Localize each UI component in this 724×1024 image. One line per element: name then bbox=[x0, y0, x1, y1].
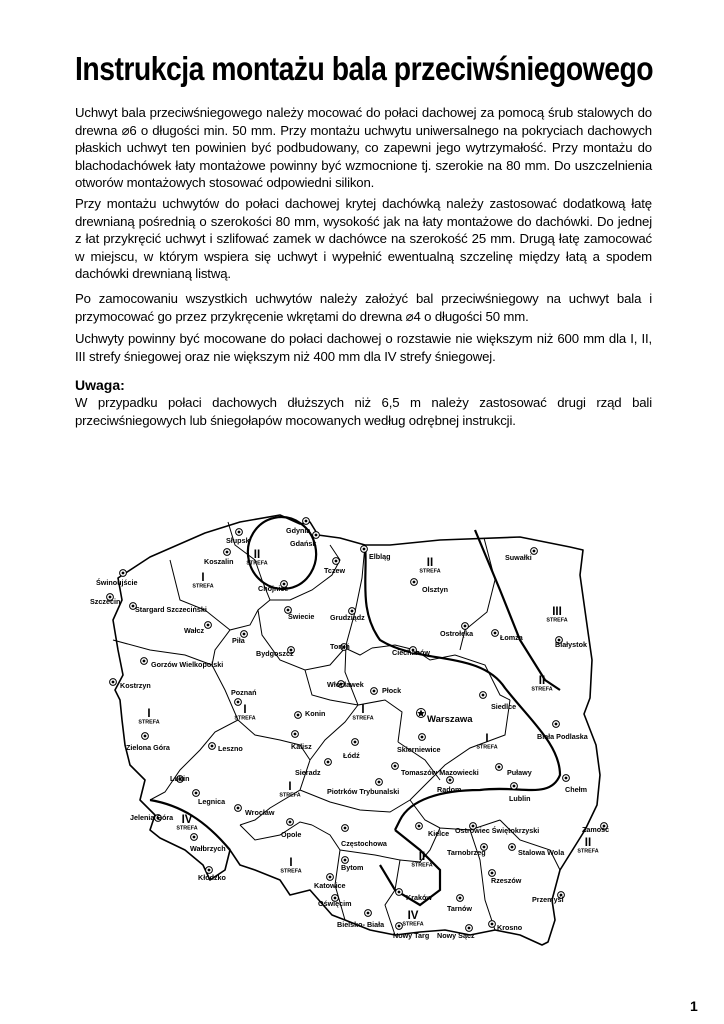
city-label-legnica: Legnica bbox=[198, 797, 226, 806]
city-label-kostrzyn: Kostrzyn bbox=[120, 681, 151, 690]
zone-label-suwalki bbox=[546, 606, 567, 624]
city-label-konin: Konin bbox=[305, 709, 326, 718]
city-marker-tarnow bbox=[457, 895, 464, 902]
city-label-oswiecim: Oświęcim bbox=[318, 899, 352, 908]
zone-numeral: I bbox=[361, 704, 365, 716]
city-label-skierniewice: Skierniewice bbox=[397, 745, 441, 754]
city-label-suwalki: Suwałki bbox=[505, 553, 532, 562]
city-label-jelenia-gora: Jelenia Góra bbox=[130, 813, 174, 822]
city-label-torun: Toruń bbox=[330, 642, 350, 651]
zone-word: STREFA bbox=[402, 921, 424, 928]
zone-word: STREFA bbox=[234, 715, 256, 722]
city-label-siedlce: Siedlce bbox=[491, 702, 517, 711]
city-marker-lublin bbox=[511, 783, 518, 790]
city-marker-opole bbox=[287, 819, 294, 826]
city-label-nowy-sacz: Nowy Sącz bbox=[437, 931, 475, 940]
city-label-lublin: Lublin bbox=[509, 794, 531, 803]
city-label-klodzko: Kłodzko bbox=[198, 873, 226, 882]
city-label-grudziadz: Grudziądz bbox=[330, 613, 365, 622]
city-label-poznan: Poznań bbox=[231, 688, 257, 697]
city-label-zamosc: Zamość bbox=[582, 825, 610, 834]
zone-label-opole bbox=[280, 857, 301, 875]
city-label-swinoujscie: Świnoujście bbox=[96, 578, 138, 587]
city-label-kielce: Kielce bbox=[428, 829, 450, 838]
city-label-gdynia: Gdynia bbox=[286, 526, 311, 535]
city-marker-swinoujscie bbox=[120, 570, 127, 577]
paragraph-spacing: Uchwyty powinny być mocowane do połaci dachowej o rozstawie nie większym niż 600 mm dla I, II, III strefy śniegowej oraz nie większym niż 400 mm dla IV strefy śniegowej. bbox=[75, 331, 652, 364]
zone-label-olsztyn bbox=[419, 557, 440, 575]
city-label-lomza: Łomża bbox=[500, 633, 523, 642]
city-marker-kostrzyn bbox=[110, 679, 117, 686]
city-marker-skierniewice bbox=[419, 734, 426, 741]
city-label-chojnice: Chojnice bbox=[258, 584, 289, 593]
zone-word: STREFA bbox=[352, 715, 374, 722]
zone-label-west bbox=[138, 708, 159, 726]
city-marker-gorzow bbox=[141, 658, 148, 665]
city-label-ostroleka: Ostrołęka bbox=[440, 629, 474, 638]
zone-numeral: II bbox=[538, 675, 546, 687]
city-label-sieradz: Sieradz bbox=[295, 768, 321, 777]
warning-text: W przypadku połaci dachowych dłuższych niż 6,5 m należy zastosować drugi rząd bali przeciwśniegowych lub śniegołapów mocowanych według odrębnej instrukcji. bbox=[75, 395, 652, 428]
city-label-zielona-gora: Zielona Góra bbox=[126, 743, 170, 752]
zone-label-koszalin bbox=[192, 572, 213, 590]
city-marker-plock bbox=[371, 688, 378, 695]
zone-numeral: I bbox=[485, 733, 489, 745]
city-label-elblag: Elbląg bbox=[369, 552, 391, 561]
city-label-krakow: Kraków bbox=[406, 893, 432, 902]
city-marker-gdansk bbox=[313, 532, 320, 539]
zone-numeral: III bbox=[552, 606, 562, 618]
zone-label-warsaw_w bbox=[352, 704, 373, 722]
city-marker-katowice bbox=[327, 874, 334, 881]
poland-border bbox=[113, 515, 600, 945]
city-label-bielsko-biala: Bielsko- Biała bbox=[337, 920, 385, 929]
zone-label-krakow bbox=[402, 910, 423, 928]
page-number: 1 bbox=[690, 998, 698, 1014]
zone-word: STREFA bbox=[546, 617, 568, 624]
city-label-krosno: Krosno bbox=[497, 923, 523, 932]
city-label-wroclaw: Wrocław bbox=[245, 808, 275, 817]
city-marker-stalowa-wola bbox=[509, 844, 516, 851]
zone-label-sieradz bbox=[279, 781, 300, 799]
zone-word: STREFA bbox=[280, 868, 302, 875]
zone-label-lublin bbox=[476, 733, 497, 751]
city-marker-krosno bbox=[489, 921, 496, 928]
city-label-walbrzych: Wałbrzych bbox=[190, 844, 226, 853]
city-label-tomaszow-maz: Tomaszów Mazowiecki bbox=[401, 768, 479, 777]
city-label-lubin: Lubin bbox=[170, 774, 190, 783]
warning-heading: Uwaga: bbox=[75, 377, 125, 393]
city-marker-lomza bbox=[492, 630, 499, 637]
zone-word: STREFA bbox=[419, 568, 441, 575]
paragraph-fixing: Po zamocowaniu wszystkich uchwytów należy założyć bal przeciwśniegowy na uchwyt bala i przymocować go przez przykręcenie wkrętami do drewna ⌀4 o długości 50 mm. bbox=[75, 291, 652, 324]
zone-word: STREFA bbox=[192, 583, 214, 590]
zone-numeral: I bbox=[147, 708, 151, 720]
city-label-ciechanow: Ciechanów bbox=[392, 648, 430, 657]
paragraph-mounting: Uchwyt bala przeciwśniegowego należy mocować do połaci dachowej za pomocą śrub stalowych do drewna ⌀6 o długości min. 50 mm. Przy montażu uchwytu uniwersalnego na pokryciach dachowych płaskich uchwyt ten powinien być podbudowany, co zapewni jego wytrzymałość. Przy montażu do blachodachówek łaty montażowe powinny być wzmocnione tj. szerokie na 80 mm. Do uszczelnienia otworów montażowych stosować odpowiedni silikon. bbox=[75, 105, 652, 191]
city-marker-wroclaw bbox=[235, 805, 242, 812]
city-label-katowice: Katowice bbox=[314, 881, 346, 890]
city-label-piotrkow-tryb: Piotrków Trybunalski bbox=[327, 787, 400, 796]
city-marker-bielsko-biala bbox=[365, 910, 372, 917]
city-label-gorzow: Gorzów Wielkopolski bbox=[151, 660, 224, 669]
city-marker-tczew bbox=[333, 558, 340, 565]
city-label-tarnobrzeg: Tarnobrzeg bbox=[447, 848, 486, 857]
city-label-biala-podlaska: Biała Podlaska bbox=[537, 732, 588, 741]
zone-label-poznan bbox=[234, 704, 255, 722]
city-label-tczew: Tczew bbox=[324, 566, 346, 575]
city-marker-walbrzych bbox=[191, 834, 198, 841]
city-label-kalisz: Kalisz bbox=[291, 742, 312, 751]
city-marker-lodz bbox=[352, 739, 359, 746]
zone-numeral: II bbox=[253, 549, 261, 561]
city-label-bytom: Bytom bbox=[341, 863, 364, 872]
city-label-koszalin: Koszalin bbox=[204, 557, 234, 566]
city-marker-poznan bbox=[235, 699, 242, 706]
zone-word: STREFA bbox=[176, 825, 198, 832]
city-marker-elblag bbox=[361, 546, 368, 553]
city-marker-piotrkow-tryb bbox=[376, 779, 383, 786]
city-label-ostrowiec: Ostrowiec Świętokrzyski bbox=[455, 826, 540, 835]
zone-word: STREFA bbox=[577, 848, 599, 855]
city-labels bbox=[90, 526, 609, 940]
city-marker-pulawy bbox=[496, 764, 503, 771]
city-label-wloclawek: Włocławek bbox=[327, 680, 364, 689]
city-label-plock: Płock bbox=[382, 686, 402, 695]
zone-word: STREFA bbox=[246, 560, 268, 567]
zone-numeral: I bbox=[289, 857, 293, 869]
city-marker-czestochowa bbox=[342, 825, 349, 832]
zone-numeral: IV bbox=[407, 910, 419, 922]
city-marker-walcz bbox=[205, 622, 212, 629]
city-marker-radom bbox=[447, 777, 454, 784]
city-label-szczecin: Szczecin bbox=[90, 597, 121, 606]
city-label-leszno: Leszno bbox=[218, 744, 243, 753]
paragraph-tiles: Przy montażu uchwytów do połaci dachowej krytej dachówką należy zastosować dodatkową łatę drewnianą pośrednią o szerokości 80 mm, wysokość jak na łaty montażowe do dachówki. Do jednej z łat przykręcić uchwyt i szlifować zamek w dachówce na szerokość 25 mm. Drugą łatę zamocować w miejscu, w którym wspiera się uchwyt i wypełnić ewentualną szczelinę między łatą a spodem dachówki drewnianą listwą. bbox=[75, 196, 652, 282]
city-label-pila: Piła bbox=[232, 636, 245, 645]
snow-zone-map-content bbox=[90, 511, 609, 945]
city-label-gdansk: Gdańsk bbox=[290, 539, 317, 548]
zone-numeral: II bbox=[418, 851, 426, 863]
city-marker-olsztyn bbox=[411, 579, 418, 586]
city-label-walcz: Wałcz bbox=[184, 626, 205, 635]
city-marker-legnica bbox=[193, 790, 200, 797]
zone-numeral: I bbox=[288, 781, 292, 793]
city-label-stalowa-wola: Stalowa Wola bbox=[518, 848, 565, 857]
zone-word: STREFA bbox=[531, 686, 553, 693]
zone-numeral: II bbox=[584, 837, 592, 849]
city-label-nowy-targ: Nowy Targ bbox=[393, 931, 430, 940]
city-label-pulawy: Puławy bbox=[507, 768, 532, 777]
zone-label-zamosc bbox=[577, 837, 598, 855]
snow-zone-map bbox=[0, 440, 724, 960]
city-marker-gdynia bbox=[303, 518, 310, 525]
city-label-lodz: Łódź bbox=[343, 751, 360, 760]
city-label-slupsk: Słupsk bbox=[226, 536, 250, 545]
city-marker-konin bbox=[295, 712, 302, 719]
city-label-stargard: Stargard Szczeciński bbox=[135, 605, 207, 614]
city-marker-kalisz bbox=[292, 731, 299, 738]
zone-numeral: IV bbox=[181, 814, 193, 826]
city-marker-tomaszow-maz bbox=[392, 763, 399, 770]
city-label-czestochowa: Częstochowa bbox=[341, 839, 387, 848]
city-label-olsztyn: Olsztyn bbox=[422, 585, 448, 594]
city-label-radom: Radom bbox=[437, 785, 462, 794]
city-marker-zielona-gora bbox=[142, 733, 149, 740]
zone-word: STREFA bbox=[411, 862, 433, 869]
capital-marker bbox=[417, 709, 426, 718]
city-marker-sieradz bbox=[325, 759, 332, 766]
city-label-warszawa: Warszawa bbox=[427, 714, 473, 725]
zone-numeral: II bbox=[426, 557, 434, 569]
city-label-bydgoszcz: Bydgoszcz bbox=[256, 649, 294, 658]
city-label-swiecie: Świecie bbox=[288, 612, 315, 621]
city-marker-siedlce bbox=[480, 692, 487, 699]
city-marker-leszno bbox=[209, 743, 216, 750]
city-marker-krakow bbox=[396, 889, 403, 896]
city-label-przemysl: Przemyśl bbox=[532, 895, 564, 904]
city-marker-biala-podlaska bbox=[553, 721, 560, 728]
zone-numeral: I bbox=[201, 572, 205, 584]
zone-word: STREFA bbox=[476, 744, 498, 751]
zone-label-gdansk bbox=[246, 549, 267, 567]
city-label-tarnow: Tarnów bbox=[447, 904, 473, 913]
page-title: Instrukcja montażu bala przeciwśniegowego bbox=[75, 50, 654, 87]
city-marker-slupsk bbox=[236, 529, 243, 536]
city-label-opole: Opole bbox=[281, 830, 302, 839]
city-marker-kielce bbox=[416, 823, 423, 830]
zone-word: STREFA bbox=[279, 792, 301, 799]
zone-numeral: I bbox=[243, 704, 247, 716]
city-label-rzeszow: Rzeszów bbox=[491, 876, 522, 885]
zone-word: STREFA bbox=[138, 719, 160, 726]
city-marker-koszalin bbox=[224, 549, 231, 556]
city-label-chelm: Chełm bbox=[565, 785, 587, 794]
city-marker-chelm bbox=[563, 775, 570, 782]
city-label-bialystok: Białystok bbox=[555, 640, 587, 649]
